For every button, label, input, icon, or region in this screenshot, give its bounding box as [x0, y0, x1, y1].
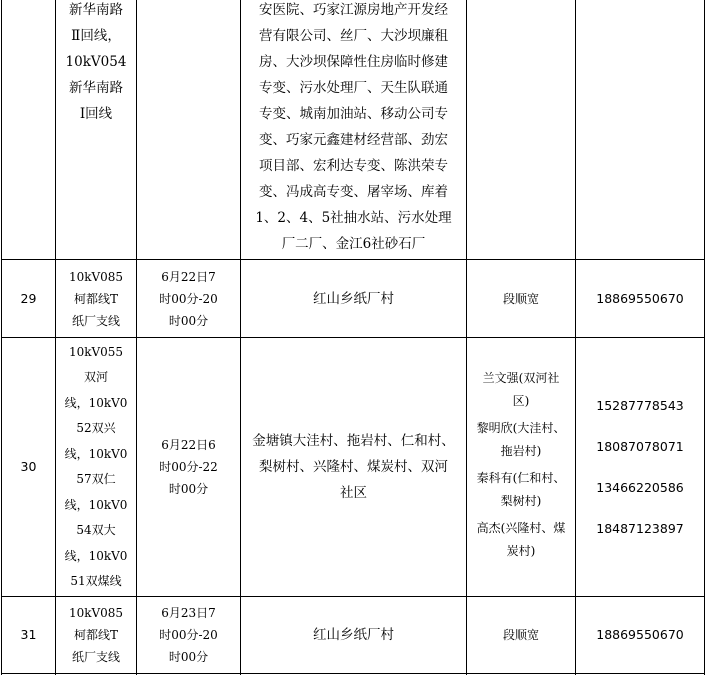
contact-name: 兰文强(双河社 区)	[482, 371, 560, 408]
contact-cell	[467, 338, 575, 596]
row-number-cell	[2, 260, 55, 337]
phone-cell	[576, 260, 704, 337]
outage-time-text: 6月23日7 时00分-20 时00分	[159, 606, 218, 664]
affected-area-cell	[241, 338, 466, 596]
line-name-cell	[56, 0, 136, 259]
contact-cell	[467, 597, 575, 673]
line-name-text: 10kV085 柯都线T 纸厂支线	[68, 269, 124, 328]
phone-number: 13466220586	[596, 480, 684, 495]
phone-number: 18087078071	[596, 439, 684, 454]
line-name-text: 10kV085 柯都线T 纸厂支线	[68, 606, 124, 664]
line-name-cell	[56, 338, 136, 596]
phone-list	[596, 385, 683, 549]
row-number-cell	[2, 597, 55, 673]
row-number: 29	[20, 290, 37, 306]
affected-area-text: 红山乡纸厂村	[313, 627, 394, 643]
affected-area-cell	[241, 0, 466, 259]
line-name-text: 新华南路 Ⅱ回线， 10kV054 新华南路 Ⅰ回线	[65, 2, 127, 122]
line-name-cell	[56, 260, 136, 337]
contact-name: 段顺宽	[502, 291, 539, 306]
affected-area-cell	[241, 597, 466, 673]
affected-area-text: 安医院、巧家江源房地产开发经 营有限公司、丝厂、大沙坝廉租 房、大沙坝保障性住房临时修建 专变、污水处理厂、天生队联通 专变、城南加油站、移动公司专 变、巧家元鑫建材经营部、劲宏 项目部、宏利达专变、陈洪荣专 变、冯成高专变、屠宰场、库着 1、2、4、5社抽水站、污水处理 厂二厂、金江6社砂石厂	[255, 2, 452, 252]
outage-time-cell	[137, 260, 240, 337]
row-number-cell	[2, 338, 55, 596]
contact-name: 秦科有(仁和村、 梨树村)	[476, 471, 566, 508]
phone-cell	[576, 597, 704, 673]
line-name-text: 10kV055 双河 线，10kV0 52双兴 线，10kV0 57双仁 线，10kV0 54双大 线，10kV0 51双煤线	[64, 344, 128, 588]
affected-area-cell	[241, 260, 466, 337]
contact-list	[477, 367, 566, 567]
phone-number: 18869550670	[596, 627, 684, 642]
outage-time-text: 6月22日6 时00分-22 时00分	[159, 438, 218, 496]
row-number: 30	[20, 459, 37, 474]
line-name-cell	[56, 597, 136, 673]
phone-number: 18869550670	[596, 290, 684, 306]
table-border-bottom	[1, 673, 705, 674]
phone-number: 15287778543	[596, 398, 684, 413]
phone-number: 18487123897	[596, 521, 684, 536]
contact-name: 黎明欣(大洼村、 拖岩村)	[476, 421, 566, 458]
affected-area-text: 红山乡纸厂村	[313, 290, 394, 307]
contact-cell	[467, 260, 575, 337]
outage-time-cell	[137, 338, 240, 596]
outage-time-cell	[137, 597, 240, 673]
affected-area-text: 金塘镇大洼村、拖岩村、仁和村、 梨树村、兴隆村、煤炭村、双河 社区	[252, 433, 455, 501]
phone-cell	[576, 338, 704, 596]
outage-time-text: 6月22日7 时00分-20 时00分	[159, 269, 218, 328]
contact-name: 段顺宽	[502, 628, 539, 642]
contact-name: 高杰(兴隆村、煤 炭村)	[476, 521, 566, 558]
row-number: 31	[20, 627, 37, 642]
